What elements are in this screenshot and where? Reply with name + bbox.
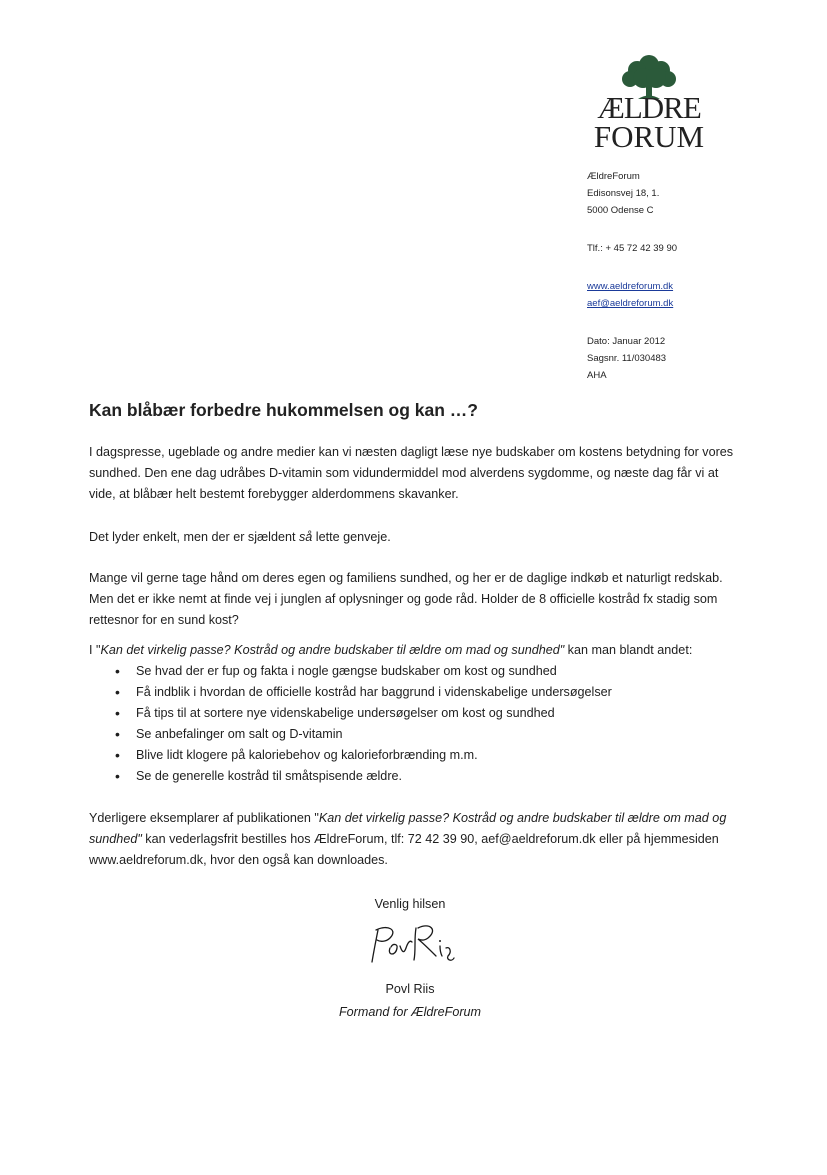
logo-wordmark: [584, 90, 714, 154]
handwritten-signature: [360, 918, 470, 968]
p2-emphasis: så: [299, 530, 313, 544]
p5-text: Yderligere eksemplarer af publikationen ": [89, 811, 319, 825]
sender-org: ÆldreForum: [587, 171, 640, 182]
logo-line-1: ÆLDRE: [597, 90, 701, 125]
sender-phone: Tlf.: + 45 72 42 39 90: [587, 243, 678, 254]
p2-text-end: lette genveje.: [312, 530, 391, 544]
sender-address: [587, 168, 659, 219]
paragraph-ordering: [89, 808, 739, 871]
sender-street: Edisonsvej 18, 1.: [587, 188, 660, 199]
paragraph-health: Mange vil gerne tage hånd om deres egen og familiens sundhed, og her er de daglige indkøb et naturligt redskab. Men det er ikke nemt at finde vej i junglen af oplysninger og gode råd. Holder de 8 officielle kostråd fx stadig som rettesnor for en sund kost?: [89, 571, 723, 627]
letter-meta: [587, 333, 666, 384]
list-item: • Se hvad der er fup og fakta i nogle gængse budskaber om kost og sundhed: [89, 661, 739, 682]
case-number: Sagsnr. 11/030483: [587, 353, 667, 364]
content-bullet-list: [89, 661, 739, 787]
publication-title: Kan det virkelig passe? Kostråd og andre budskaber til ældre om mad og sundhed": [100, 643, 565, 657]
publication-title-2: Kan det virkelig passe? Kostråd og andre budskaber til ældre om mad og sundhed": [89, 811, 727, 846]
sender-links: [587, 278, 673, 312]
p4-text-end: kan man blandt andet:: [564, 643, 693, 657]
signer-role: Formand for ÆldreForum: [338, 1005, 482, 1019]
paragraph-intro: I dagspresse, ugeblade og andre medier kan vi næsten dagligt læse nye budskaber om kostens betydning for vores sundhed. Den ene dag udråbes D-vitamin som vidundermiddel mod alverdens sygdomme, og næste dag får vi at vide, at blåbær helt bestemt forebygger alderdommens skavanker.: [89, 445, 734, 501]
list-item: • Se anbefalinger om salt og D-vitamin: [89, 724, 739, 745]
p4-text: I ": [89, 643, 101, 657]
initials: AHA: [587, 370, 607, 381]
logo-line-2: FORUM: [593, 119, 705, 154]
list-item: • Blive lidt klogere på kaloriebehov og kalorieforbrænding m.m.: [89, 745, 739, 766]
email-link[interactable]: aef@aeldreforum.dk: [587, 298, 674, 309]
paragraph-shortcuts: [89, 527, 739, 548]
website-link[interactable]: www.aeldreforum.dk: [587, 281, 674, 292]
p5-text-end: kan vederlagsfrit bestilles hos ÆldreForum, tlf: 72 42 39 90, aef@aeldreforum.dk eller på hjemmesiden www.aeldreforum.dk, hvor den også kan downloades.: [89, 832, 719, 867]
letter-date: Dato: Januar 2012: [587, 336, 666, 347]
signer-name: Povl Riis: [385, 982, 435, 996]
closing-greeting: Venlig hilsen: [374, 897, 446, 911]
p2-text: Det lyder enkelt, men der er sjældent: [89, 530, 299, 544]
list-item: • Se de generelle kostråd til småtspisende ældre.: [89, 766, 739, 787]
paragraph-publication: [89, 640, 739, 661]
list-item: • Få tips til at sortere nye videnskabelige undersøgelser om kost og sundhed: [89, 703, 739, 724]
aeldreforum-logo: [584, 54, 714, 156]
list-item: • Få indblik i hvordan de officielle kostråd har baggrund i videnskabelige undersøgelser: [89, 682, 739, 703]
letter-title: Kan blåbær forbedre hukommelsen og kan …?: [89, 400, 478, 420]
sender-city: 5000 Odense C: [587, 205, 654, 216]
